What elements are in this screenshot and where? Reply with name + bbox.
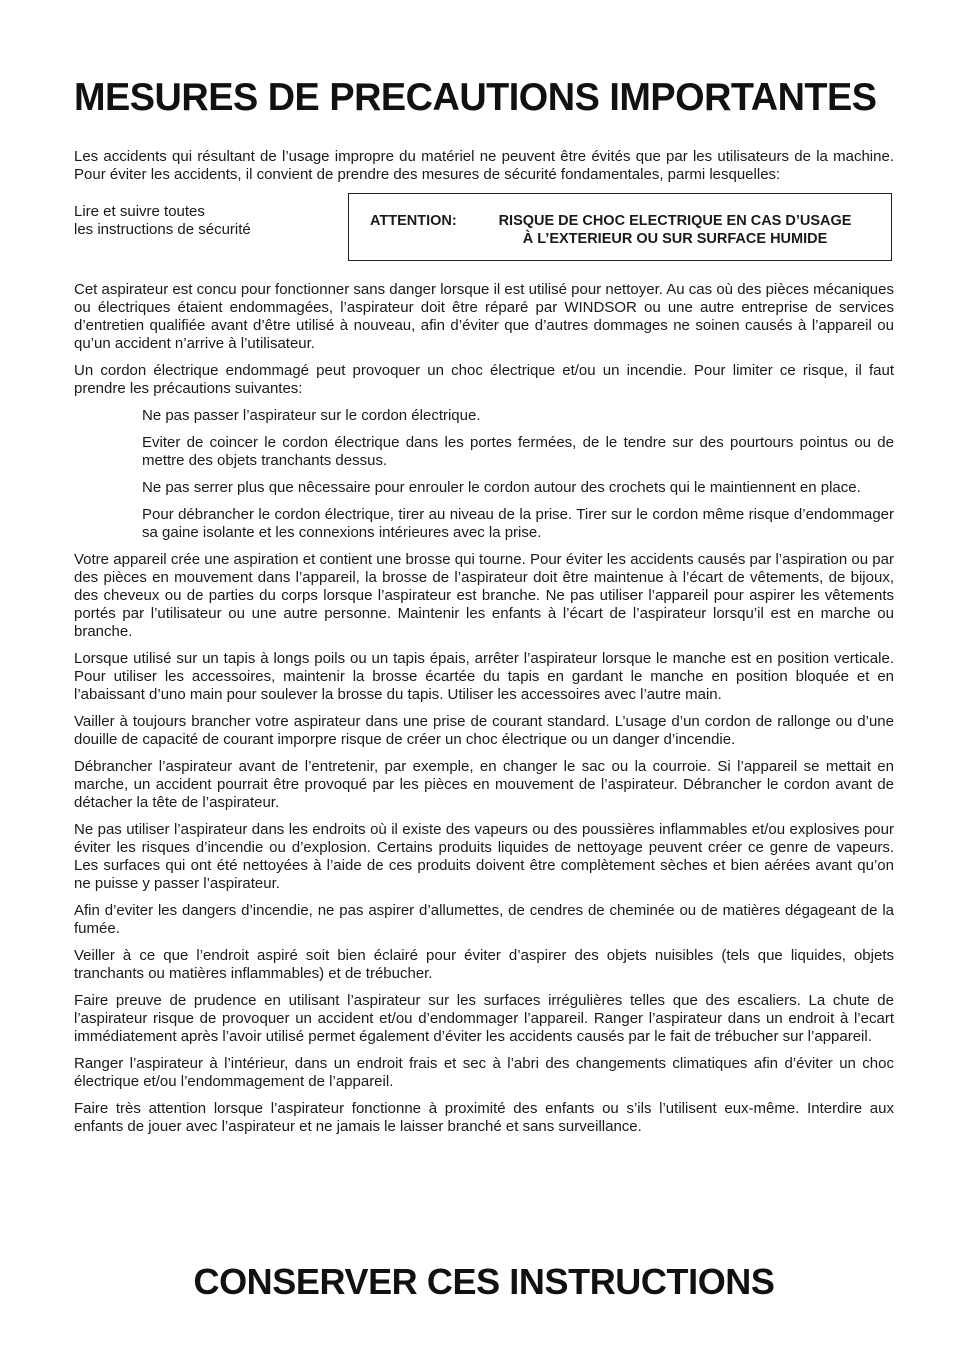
paragraph-vapours: Ne pas utiliser l’aspirateur dans les endroits où il existe des vapeurs ou des poussières inflammables et/ou explosives pour éviter les risques d’incendie ou d’explosion. Certains produits liquides de nettoyage peuvent créer ce genre de vapeurs. Les surfaces qui ont été nettoyées à l’aide de ces produits doivent être complètement sèches et bien aérées avant qu’on ne puisse y passer l’aspirateur.	[74, 821, 894, 892]
page-title: MESURES DE PRECAUTIONS IMPORTANTES	[74, 76, 877, 119]
cord-precaution-item: Ne pas serrer plus que nêcessaire pour enrouler le cordon autour des crochets qui le maintiennent en place.	[142, 479, 861, 496]
footer-title: CONSERVER CES INSTRUCTIONS	[193, 1261, 775, 1302]
paragraph-stairs: Faire preuve de prudence en utilisant l’aspirateur sur les surfaces irrégulières telles que des escaliers. La chute de l’aspirateur risque de provoquer un accident et/ou d’endommager l’appareil. Ranger l’aspirateur dans un endroit à l’ecart immédiatement après l’avoir utilisé permet également d’éviter les accidents causés par le fait de trébucher sur l’appareil.	[74, 992, 894, 1045]
safety-note-line2: les instructions de sécurité	[74, 221, 251, 238]
paragraph-brush: Votre appareil crée une aspiration et contient une brosse qui tourne. Pour éviter les accidents causés par l’aspiration ou par des pièces en mouvement dans l’appareil, la brosse de l’aspirateur doit être maintenue à l’écart de vêtements, de bijoux, des cheveux ou de parties du corps lorsque l’aspirateur est branche. Ne pas utiliser l’appareil pour aspirer les vêtements portés par l’utilisateur ou une autre personne. Maintenir les enfants à l’écart de l’aspirateur lorsqu’il est en marche ou branche.	[74, 551, 894, 640]
paragraph-lighting: Veiller à ce que l’endroit aspiré soit bien éclairé pour éviter d’aspirer des objets nuisibles (tels que liquides, objets tranchants ou matières inflammables) et de trébucher.	[74, 947, 894, 982]
paragraph-maintenance: Débrancher l’aspirateur avant de l’entretenir, par exemple, en changer le sac ou la courroie. Si l’appareil se mettait en marche, un accident pourrait être provoqué par les pièces en mouvement de l’aspirateur. Débrancher le cordon avant de détacher la tête de l’aspirateur.	[74, 758, 894, 811]
cord-precaution-item: Eviter de coincer le cordon électrique dans les portes fermées, de le tendre sur des pourtours pointus ou de mettre des objets tranchants dessus.	[142, 434, 894, 469]
electric-shock-warning-box	[348, 193, 892, 261]
warning-line1: RISQUE DE CHOC ELECTRIQUE EN CAS D’USAGE	[498, 213, 852, 229]
paragraph-cord-risk: Un cordon électrique endommagé peut provoquer un choc électrique et/ou un incendie. Pour limiter ce risque, il faut prendre les précautions suivantes:	[74, 362, 894, 397]
safety-note-line1: Lire et suivre toutes	[74, 203, 205, 220]
paragraph-carpet: Lorsque utilisé sur un tapis à longs poils ou un tapis épais, arrêter l’aspirateur lorsque le manche est en position verticale. Pour utiliser les accessoires, maintenir la brosse écartée du tapis en gardant le manche en position bloquée et en l’abaissant d’uno main pour soulever la brosse du tapis. Utiliser les accessoires avec l’autre main.	[74, 650, 894, 703]
intro-paragraph: Les accidents qui résultant de l’usage impropre du matériel ne peuvent être évités que par les utilisateurs de la machine. Pour éviter les accidents, il convient de prendre des mesures de sécurité fondamentales, parmi lesquelles:	[74, 148, 894, 183]
body-text	[74, 148, 894, 1145]
paragraph-outlet: Vailler à toujours brancher votre aspirateur dans une prise de courant standard. L’usage d’un cordon de rallonge ou d’une douille de capacité de courant imporpre risque de créer un choc électrique ou un danger d’incendie.	[74, 713, 894, 748]
paragraph-fire: Afin d’eviter les dangers d’incendie, ne pas aspirer d’allumettes, de cendres de cheminée ou de matières dégageant de la fumée.	[74, 902, 894, 937]
warning-text	[475, 212, 875, 248]
warning-row	[74, 193, 894, 267]
cord-precaution-item: Pour débrancher le cordon électrique, tirer au niveau de la prise. Tirer sur le cordon même risque d’endommager sa gaine isolante et les connexions intérieures avec la prise.	[142, 506, 894, 541]
warning-line2: À L’EXTERIEUR OU SUR SURFACE HUMIDE	[522, 231, 828, 247]
safety-instructions-note	[74, 203, 334, 239]
paragraph-storage: Ranger l’aspirateur à l’intérieur, dans un endroit frais et sec à l’abri des changements climatiques afin d’éviter un choc électrique et/ou l’endommagement de l’appareil.	[74, 1055, 894, 1090]
cord-precaution-item: Ne pas passer l’aspirateur sur le cordon électrique.	[142, 407, 481, 424]
paragraph-children: Faire très attention lorsque l’aspirateur fonctionne à proximité des enfants ou s’ils l’utilisent eux-même. Interdire aux enfants de jouer avec l’aspirateur et ne jamais le laisser branché et sans surveillance.	[74, 1100, 894, 1135]
paragraph-repair: Cet aspirateur est concu pour fonctionner sans danger lorsque il est utilisé pour nettoyer. Au cas où des pièces mécaniques ou électriques étaient endommagées, l’aspirateur doit être réparé par WINDSOR ou une autre entreprise de services d’entretien qualifiée avant d’être utilisé à nouveau, afin d’éviter que d’autres dommages ne soinen causés à l’appareil ou qu’un accident n’arrive à l’utilisateur.	[74, 281, 894, 352]
warning-label: ATTENTION:	[370, 213, 457, 229]
